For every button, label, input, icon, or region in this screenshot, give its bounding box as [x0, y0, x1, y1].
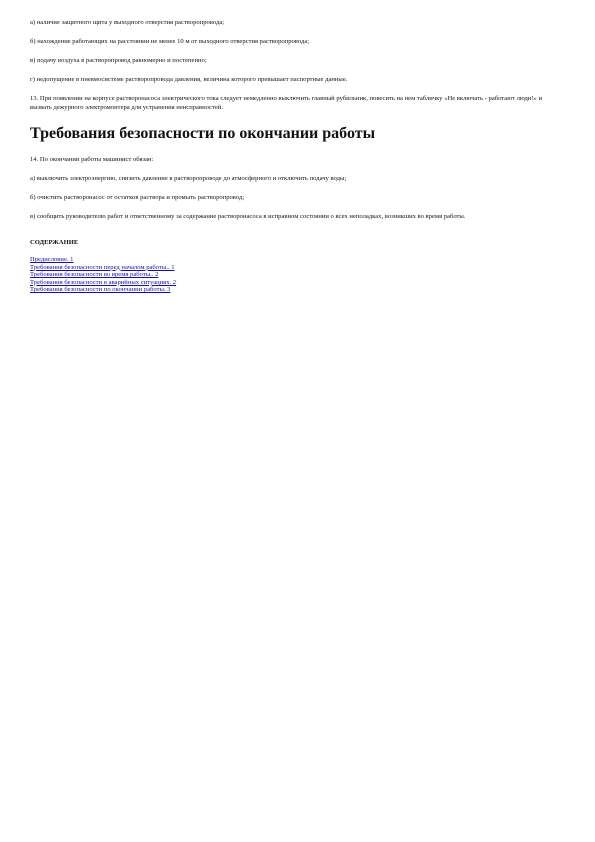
paragraph-13: 13. При появлении на корпусе растворонасоса электрического тока следует немедленно выключить главный рубильник, повесить на нем табличку «Не включать - работают люди!» и вызвать дежурного электромонтера для устранения неисправностей.	[30, 95, 543, 111]
toc-item	[30, 279, 565, 287]
section-title: Требования безопасности по окончании работы	[30, 125, 376, 142]
paragraph-14b: б) очистить растворонасос от остатков раствора и промыть растворопровод;	[30, 194, 245, 201]
toc-item	[30, 264, 565, 272]
paragraph-b: б) нахождение работающих на расстоянии не менее 10 м от выходного отверстия растворопровода;	[30, 38, 310, 45]
paragraph-a: а) наличие защитного щита у выходного отверстия растворопровода;	[30, 19, 225, 26]
paragraph-g: г) недопущение в пневмосистеме растворопровода давления, величина которого превышает паспортные данные.	[30, 76, 348, 83]
paragraph-14: 14. По окончании работы машинист обязан:	[30, 156, 154, 163]
toc-item	[30, 286, 565, 294]
toc-link-preface[interactable]: Предисловие. 1	[30, 256, 74, 263]
toc-item	[30, 271, 565, 279]
paragraph-14v: в) сообщить руководителю работ и ответственному за содержание растворонасоса в исправном состоянии о всех неполадках, возникших во время работы.	[30, 213, 466, 220]
toc-link-after-work[interactable]: Требования безопасности по окончании работы. 3	[30, 286, 171, 294]
toc-link-during-work[interactable]: Требования безопасности во время работы.. 2	[30, 271, 159, 279]
paragraph-v: в) подачу воздуха в растворопровод равномерно и постепенно;	[30, 57, 207, 64]
toc-title: СОДЕРЖАНИЕ	[30, 239, 79, 246]
paragraph-14a: а) выключить электроэнергию, снизить давление в растворопроводе до атмосферного и отключить подачу воды;	[30, 175, 347, 182]
toc-item	[30, 256, 565, 264]
toc-link-emergency[interactable]: Требования безопасности в аварийных ситуациях. 2	[30, 278, 177, 286]
table-of-contents	[30, 256, 565, 294]
toc-link-before-work[interactable]: Требования безопасности перед началом работы.. 1	[30, 263, 175, 271]
